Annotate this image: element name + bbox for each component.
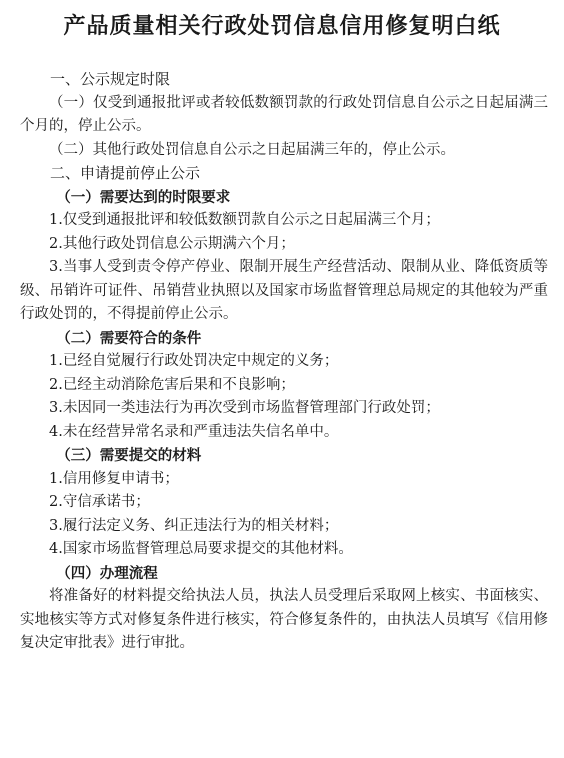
list-item: 3.履行法定义务、纠正违法行为的相关材料； (49, 517, 339, 534)
list-item: 1.信用修复申请书； (49, 470, 179, 487)
section-heading-2: 二、申请提前停止公示 (50, 164, 201, 182)
list-item: 1.仅受到通报批评和较低数额罚款自公示之日起届满三个月； (49, 212, 440, 228)
list-item: 2.守信承诺书； (49, 494, 150, 510)
document-body (20, 68, 548, 656)
section1-paragraph-1: （一）仅受到通报批评或者较低数额罚款的行政处罚信息自公示之日起届满三个月的，停止公示。 (20, 94, 548, 134)
subsection-heading-time-limit: （一）需要达到的时限要求 (56, 188, 231, 206)
list-item: 3.当事人受到责令停产停业、限制开展生产经营活动、限制从业、降低资质等级、吊销许可证件、吊销营业执照以及国家市场监督管理总局规定的其他较为严重行政处罚的，不得提前停止公示。 (20, 259, 548, 322)
list-item: 4.国家市场监督管理总局要求提交的其他材料。 (49, 541, 353, 557)
subsection-heading-conditions: （二）需要符合的条件 (56, 329, 202, 347)
list-item: 2.已经主动消除危害后果和不良影响； (49, 376, 295, 393)
document-title: 产品质量相关行政处罚信息信用修复明白纸 (63, 14, 501, 39)
section1-paragraph-2: （二）其他行政处罚信息自公示之日起届满三年的，停止公示。 (49, 141, 455, 158)
list-item: 3.未因同一类违法行为再次受到市场监督管理部门行政处罚； (49, 400, 440, 416)
section-heading-1: 一、公示规定时限 (50, 70, 171, 88)
subsection-heading-process: （四）办理流程 (56, 564, 158, 582)
list-item: 4.未在经营异常名录和严重违法失信名单中。 (49, 423, 339, 440)
list-item: 2.其他行政处罚信息公示期满六个月； (49, 235, 295, 252)
process-paragraph: 将准备好的材料提交给执法人员，执法人员受理后采取网上核实、书面核实、实地核实等方式对修复条件进行核实，符合修复条件的，由执法人员填写《信用修复决定审批表》进行审批。 (20, 588, 548, 651)
subsection-heading-materials: （三）需要提交的材料 (56, 447, 202, 464)
list-item: 1.已经自觉履行行政处罚决定中规定的义务； (49, 353, 339, 369)
